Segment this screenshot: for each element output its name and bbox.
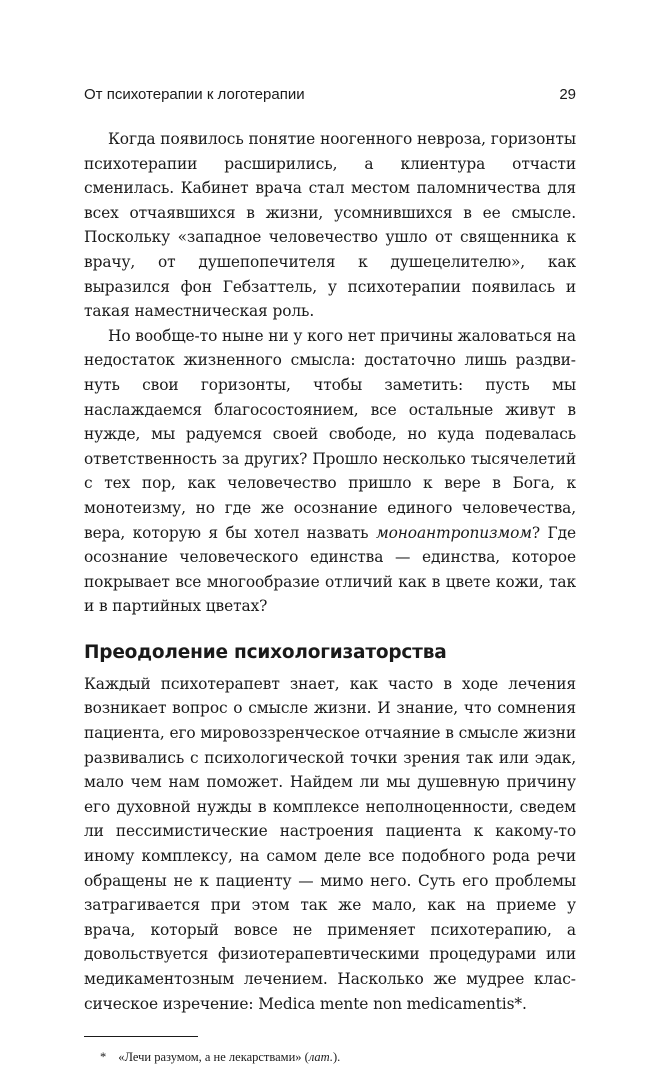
footnote-text-before: «Лечи разумом, а не лекарствами» ( — [118, 1050, 309, 1065]
main-text — [84, 127, 576, 1016]
paragraph-2-text-after: ? Где осознание человеческого единства — единства, которое покрывает все многообразие отличий как в цвете кожи, так и в партийных цветах? — [84, 523, 577, 616]
paragraph-2-text-before: Но вообще-то ныне ни у кого нет причины жаловаться на недостаток жизненного смысла: достаточно лишь раздвинуть свои горизонты, чтобы заметить: пусть мы наслаждаемся благосостоянием, все остальные живут в нужде, мы радуемся своей свободе, но куда подевалась ответственность за других? Прошло несколько тысячелетий с тех пор, как человечество пришло к вере в Бога, к монотеизму, но где же осознание единого человечества, вера, которую я бы хотел назвать — [84, 326, 577, 542]
book-page — [84, 84, 576, 1066]
running-title: От психотерапии к логотерапии — [84, 86, 305, 103]
paragraph-1: Когда появилось понятие ноогенного невроза, горизонты психотерапии расширились, а клиентура отчасти сменилась. Кабинет врача стал местом паломничества для всех отчаявшихся в жизни, усомнившихся в ее смысле. Поскольку «западное человечество ушло от священника к врачу, от душепопечителя к душецелителю», как выразился фон Гебзаттель, у психотерапии появилась и такая наместническая роль. — [84, 130, 576, 321]
footnote — [84, 1049, 576, 1066]
paragraph-2 — [84, 324, 576, 619]
running-header — [84, 84, 576, 106]
paragraph-2-emphasis: моноантропизмом — [375, 523, 532, 542]
footnote-text-after: ). — [332, 1050, 341, 1065]
footnote-divider — [84, 1036, 198, 1037]
page-number: 29 — [559, 86, 576, 103]
footnote-mark: * — [100, 1050, 107, 1065]
footnote-emphasis: лат. — [308, 1050, 333, 1065]
section-paragraph: Каждый психотерапевт знает, как часто в ходе лечения возникает вопрос о смысле жизни. И знание, что сомнения пациента, его мировоззренческое отчаяние в смысле жизни развивались с психологической точки зрения так или эдак, мало чем нам поможет. Найдем ли мы душевную причину его духовной нужды в комплексе неполноценности, сведем ли пессимистические настроения пациента к какому-то иному комплексу, на самом деле все подобного рода речи обращены не к пациенту — мимо него. Суть его проблемы затрагивается при этом так же мало, как на приеме у врача, который вовсе не применяет психотерапию, а довольствуется физиотерапевтическими процедурами или медикаментозным лечением. Насколько же мудрее классическое изречение: Medica mente non medicamentis*. — [84, 674, 576, 1013]
section-heading: Преодоление психологизаторства — [84, 641, 447, 663]
